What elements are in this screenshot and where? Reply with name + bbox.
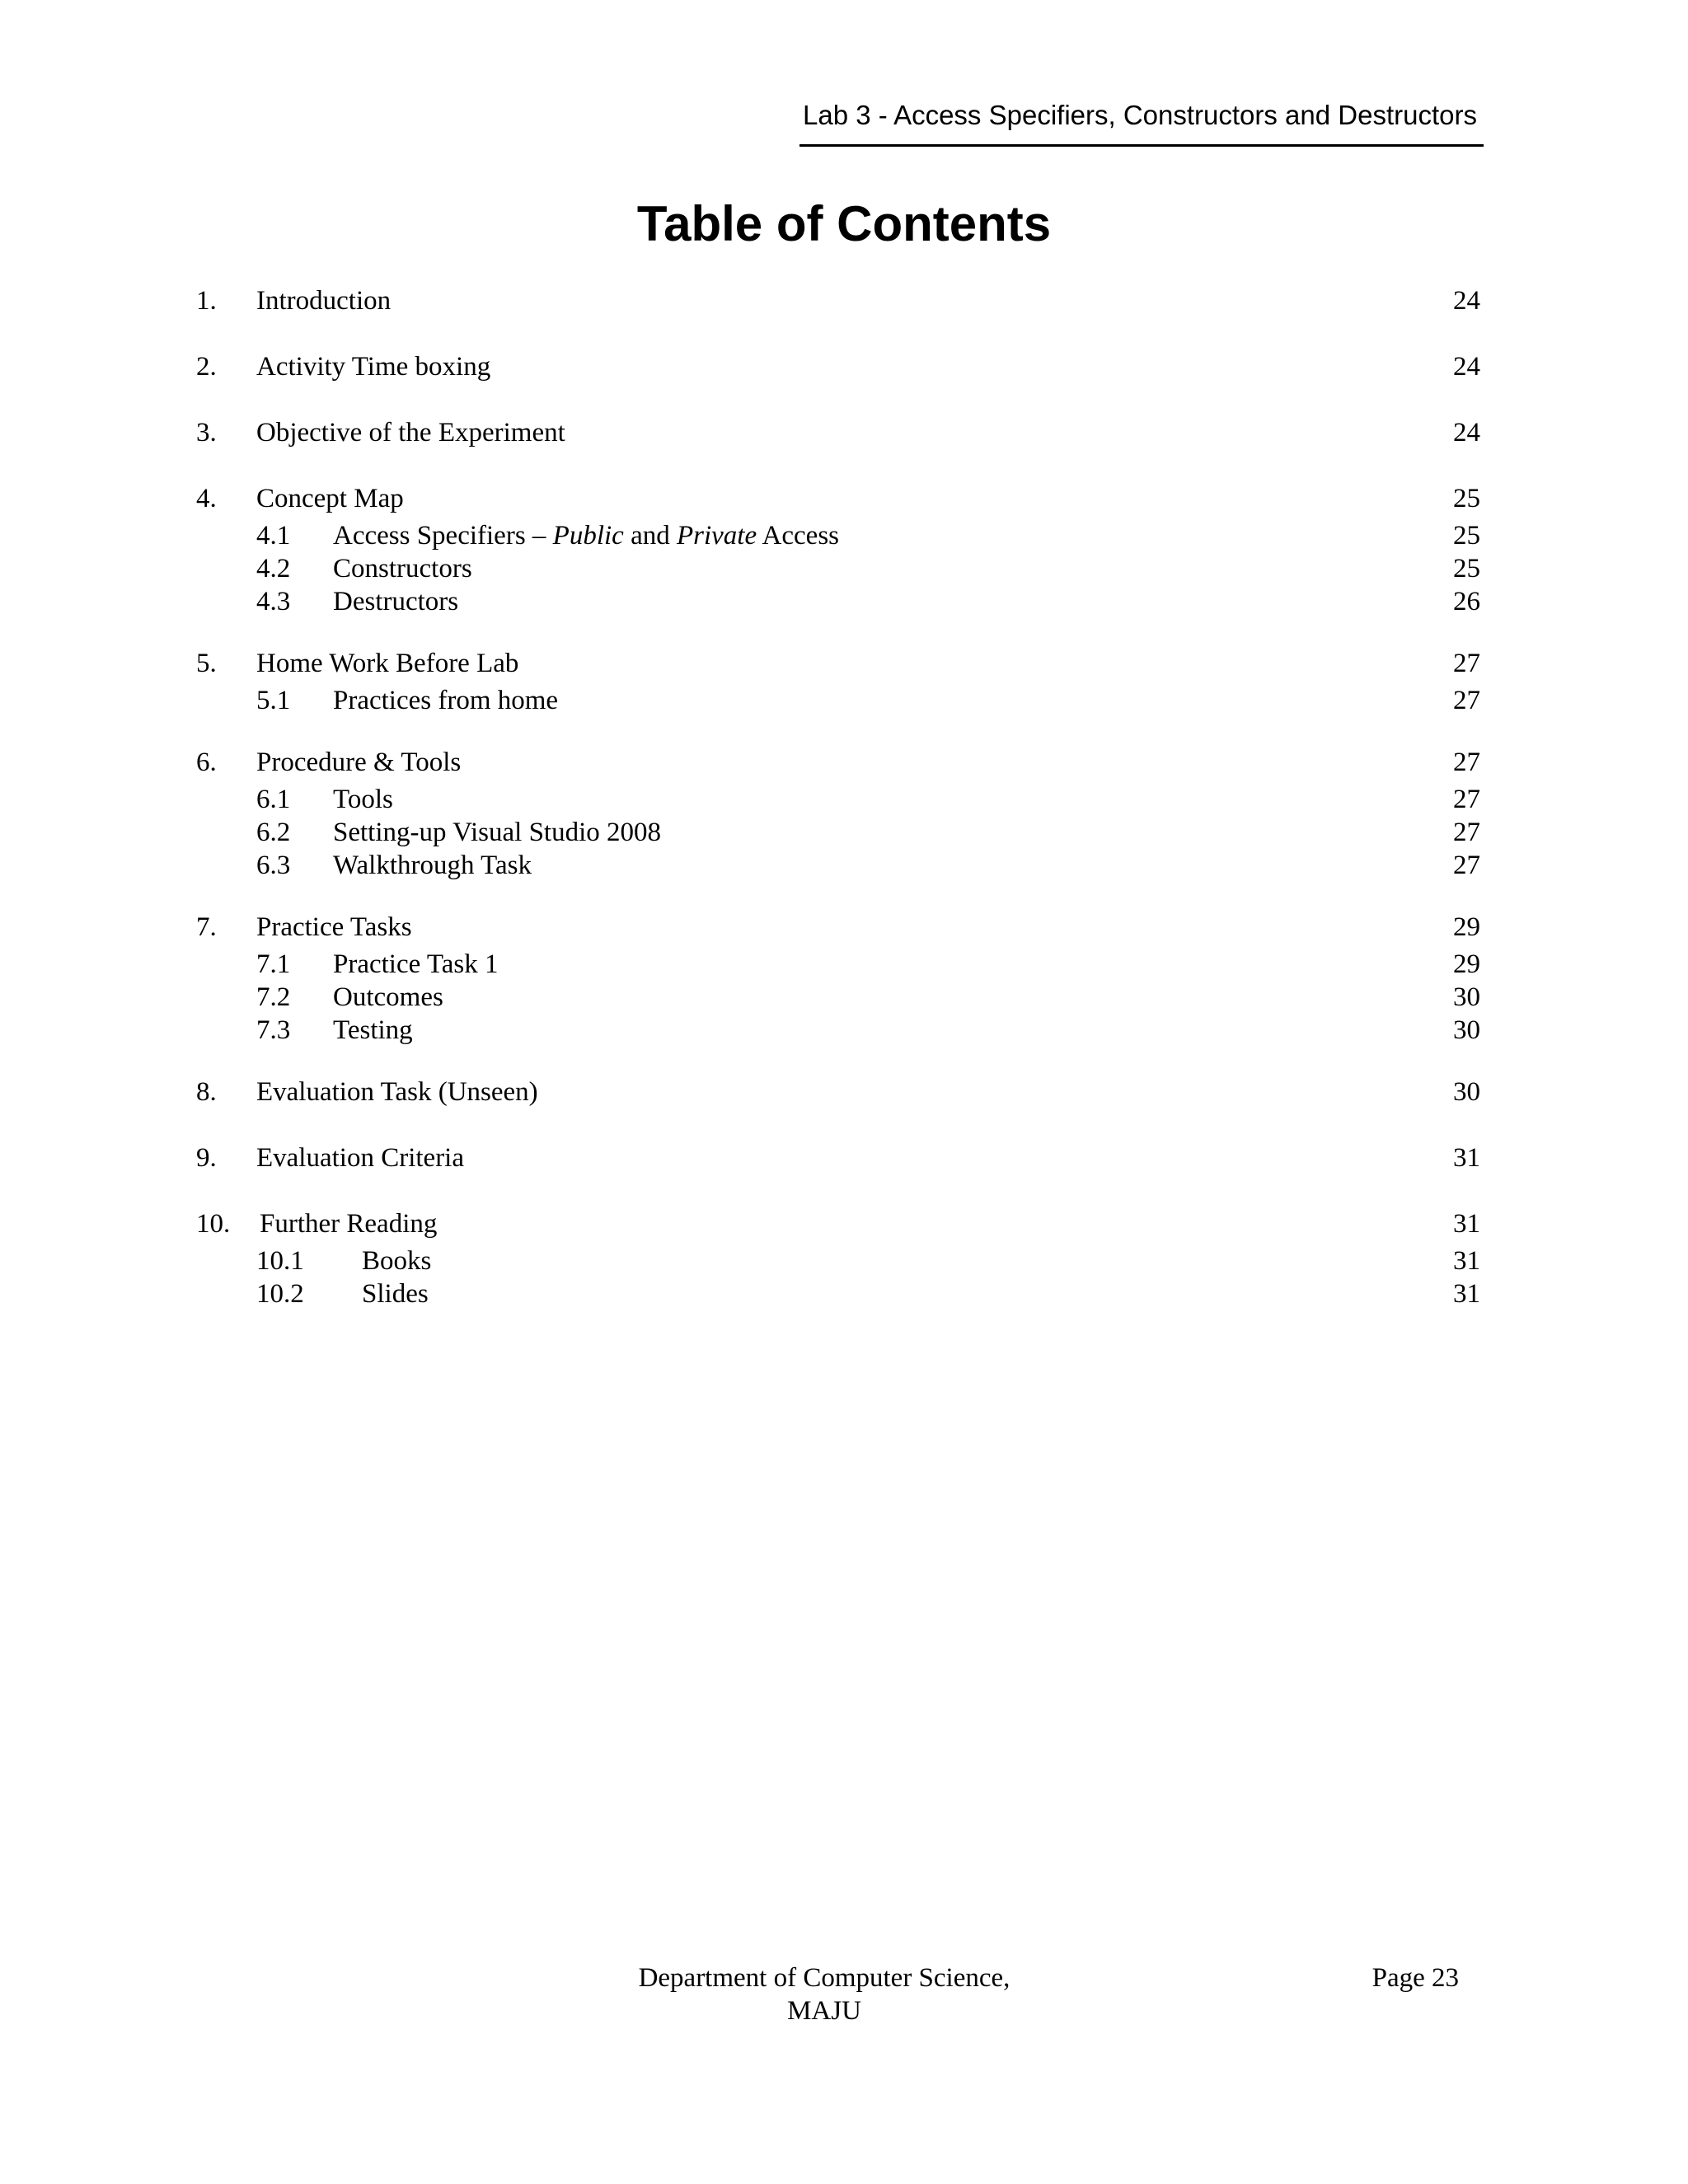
toc-entry[interactable]: [196, 280, 1480, 321]
toc-subentry-number: 6.3: [256, 851, 291, 880]
toc-subentry[interactable]: [196, 585, 1480, 618]
toc-subentry-number: 6.1: [256, 785, 291, 814]
toc-entry-page: 24: [1453, 418, 1480, 448]
toc-entry-number: 4.: [196, 484, 217, 513]
toc-entry-page: 27: [1453, 649, 1480, 678]
toc-entry-page: 29: [1453, 912, 1480, 942]
toc-subentry-page: 30: [1453, 982, 1480, 1012]
page-title: Table of Contents: [636, 196, 1052, 251]
toc-subentry-label: Destructors: [333, 587, 459, 616]
toc-subentry-label: Practices from home: [333, 686, 559, 715]
toc-entry-label: Procedure & Tools: [256, 748, 462, 777]
table-of-contents: [196, 280, 1480, 1335]
toc-entry[interactable]: [196, 346, 1480, 387]
toc-subentry-label: Books: [362, 1246, 432, 1276]
toc-entry-number: 10.: [196, 1209, 231, 1239]
toc-subentry-number: 4.2: [256, 554, 291, 583]
toc-subentry-number: 10.2: [256, 1279, 304, 1309]
toc-section-10: [196, 1203, 1480, 1310]
toc-section-3: [196, 412, 1480, 453]
toc-section-4: [196, 478, 1480, 618]
toc-entry-page: 25: [1453, 484, 1480, 513]
toc-entry-label: Concept Map: [256, 484, 404, 513]
toc-subentry-number: 7.1: [256, 949, 291, 979]
footer-line-2: MAJU: [787, 1996, 861, 2026]
toc-subentry-number: 10.1: [256, 1246, 304, 1276]
toc-subentry-page: 27: [1453, 686, 1480, 715]
toc-entry-number: 1.: [196, 286, 217, 316]
label-italic-public: Public: [552, 521, 624, 551]
toc-subentry-number: 6.2: [256, 818, 291, 847]
toc-section-1: [196, 280, 1480, 321]
toc-subentry-label: Practice Task 1: [333, 949, 499, 979]
toc-subentry[interactable]: [196, 684, 1480, 717]
toc-subentry-page: 26: [1453, 587, 1480, 616]
toc-subentry-label: [333, 519, 1453, 552]
toc-entry-label: Activity Time boxing: [256, 352, 491, 382]
toc-entry-label: Introduction: [256, 286, 392, 316]
toc-subentry[interactable]: [196, 1244, 1480, 1277]
toc-subentry-label: Constructors: [333, 554, 472, 583]
toc-subentry-label: Outcomes: [333, 982, 443, 1012]
toc-entry-label: Objective of the Experiment: [256, 418, 565, 448]
toc-entry-page: 27: [1453, 748, 1480, 777]
toc-subentry-page: 25: [1453, 521, 1480, 551]
toc-section-8: [196, 1071, 1480, 1113]
toc-subentry-page: 27: [1453, 851, 1480, 880]
toc-subentry[interactable]: [196, 816, 1480, 849]
toc-entry-page: 24: [1453, 352, 1480, 382]
toc-entry-page: 30: [1453, 1077, 1480, 1107]
toc-subentry[interactable]: [196, 1014, 1480, 1047]
toc-subentry-number: 4.3: [256, 587, 291, 616]
toc-entry-number: 6.: [196, 748, 217, 777]
toc-subentry-label: Walkthrough Task: [333, 851, 532, 880]
toc-subentry-page: 31: [1453, 1246, 1480, 1276]
running-header: Lab 3 - Access Specifiers, Constructors and Destructors: [799, 96, 1484, 147]
toc-subentry-label: Slides: [362, 1279, 429, 1309]
toc-entry-label: Home Work Before Lab: [256, 649, 519, 678]
toc-subentry-label: Testing: [333, 1015, 413, 1045]
toc-entry-page: 31: [1453, 1143, 1480, 1173]
toc-entry-label: Evaluation Criteria: [256, 1143, 464, 1173]
toc-subentry-page: 30: [1453, 1015, 1480, 1045]
toc-subentry[interactable]: [196, 948, 1480, 981]
toc-section-7: [196, 907, 1480, 1047]
toc-subentry-number: 4.1: [256, 521, 291, 551]
toc-subentry[interactable]: [196, 783, 1480, 816]
toc-subentry[interactable]: [196, 1277, 1480, 1310]
toc-entry-label: Evaluation Task (Unseen): [256, 1077, 538, 1107]
toc-subentry[interactable]: [196, 552, 1480, 585]
toc-entry[interactable]: [196, 742, 1480, 783]
footer-department: [626, 1961, 1022, 2027]
toc-entry-number: 2.: [196, 352, 217, 382]
toc-entry-label: Further Reading: [260, 1209, 438, 1239]
toc-subentry-page: 27: [1453, 818, 1480, 847]
toc-entry[interactable]: [196, 907, 1480, 948]
toc-subentry-number: 7.2: [256, 982, 291, 1012]
toc-subentry-label: Setting-up Visual Studio 2008: [333, 818, 662, 847]
label-italic-private: Private: [676, 521, 757, 551]
footer-page-number: Page 23: [1372, 1963, 1459, 1993]
toc-entry[interactable]: [196, 1071, 1480, 1113]
toc-entry-number: 8.: [196, 1077, 217, 1107]
toc-entry-number: 7.: [196, 912, 217, 942]
toc-subentry-page: 29: [1453, 949, 1480, 979]
toc-subentry-number: 7.3: [256, 1015, 291, 1045]
toc-entry[interactable]: [196, 643, 1480, 684]
label-text: Access: [757, 521, 840, 551]
toc-subentry[interactable]: [196, 519, 1480, 552]
toc-subentry-page: 25: [1453, 554, 1480, 583]
toc-section-9: [196, 1137, 1480, 1179]
toc-entry-page: 24: [1453, 286, 1480, 316]
toc-subentry-page: 31: [1453, 1279, 1480, 1309]
toc-entry[interactable]: [196, 412, 1480, 453]
toc-entry-label: Practice Tasks: [256, 912, 412, 942]
toc-entry-number: 9.: [196, 1143, 217, 1173]
label-text: and: [623, 521, 677, 551]
toc-entry-number: 3.: [196, 418, 217, 448]
label-text: Access Specifiers –: [333, 521, 553, 551]
toc-entry[interactable]: [196, 1203, 1480, 1244]
toc-section-5: [196, 643, 1480, 717]
toc-section-6: [196, 742, 1480, 882]
toc-entry[interactable]: [196, 478, 1480, 519]
toc-subentry-label: Tools: [333, 785, 393, 814]
toc-subentry-number: 5.1: [256, 686, 291, 715]
toc-entry-page: 31: [1453, 1209, 1480, 1239]
toc-subentry-page: 27: [1453, 785, 1480, 814]
toc-section-2: [196, 346, 1480, 387]
toc-entry[interactable]: [196, 1137, 1480, 1179]
toc-subentry[interactable]: [196, 849, 1480, 882]
footer-line-1: Department of Computer Science,: [638, 1963, 1010, 1993]
toc-entry-number: 5.: [196, 649, 217, 678]
toc-subentry[interactable]: [196, 981, 1480, 1014]
